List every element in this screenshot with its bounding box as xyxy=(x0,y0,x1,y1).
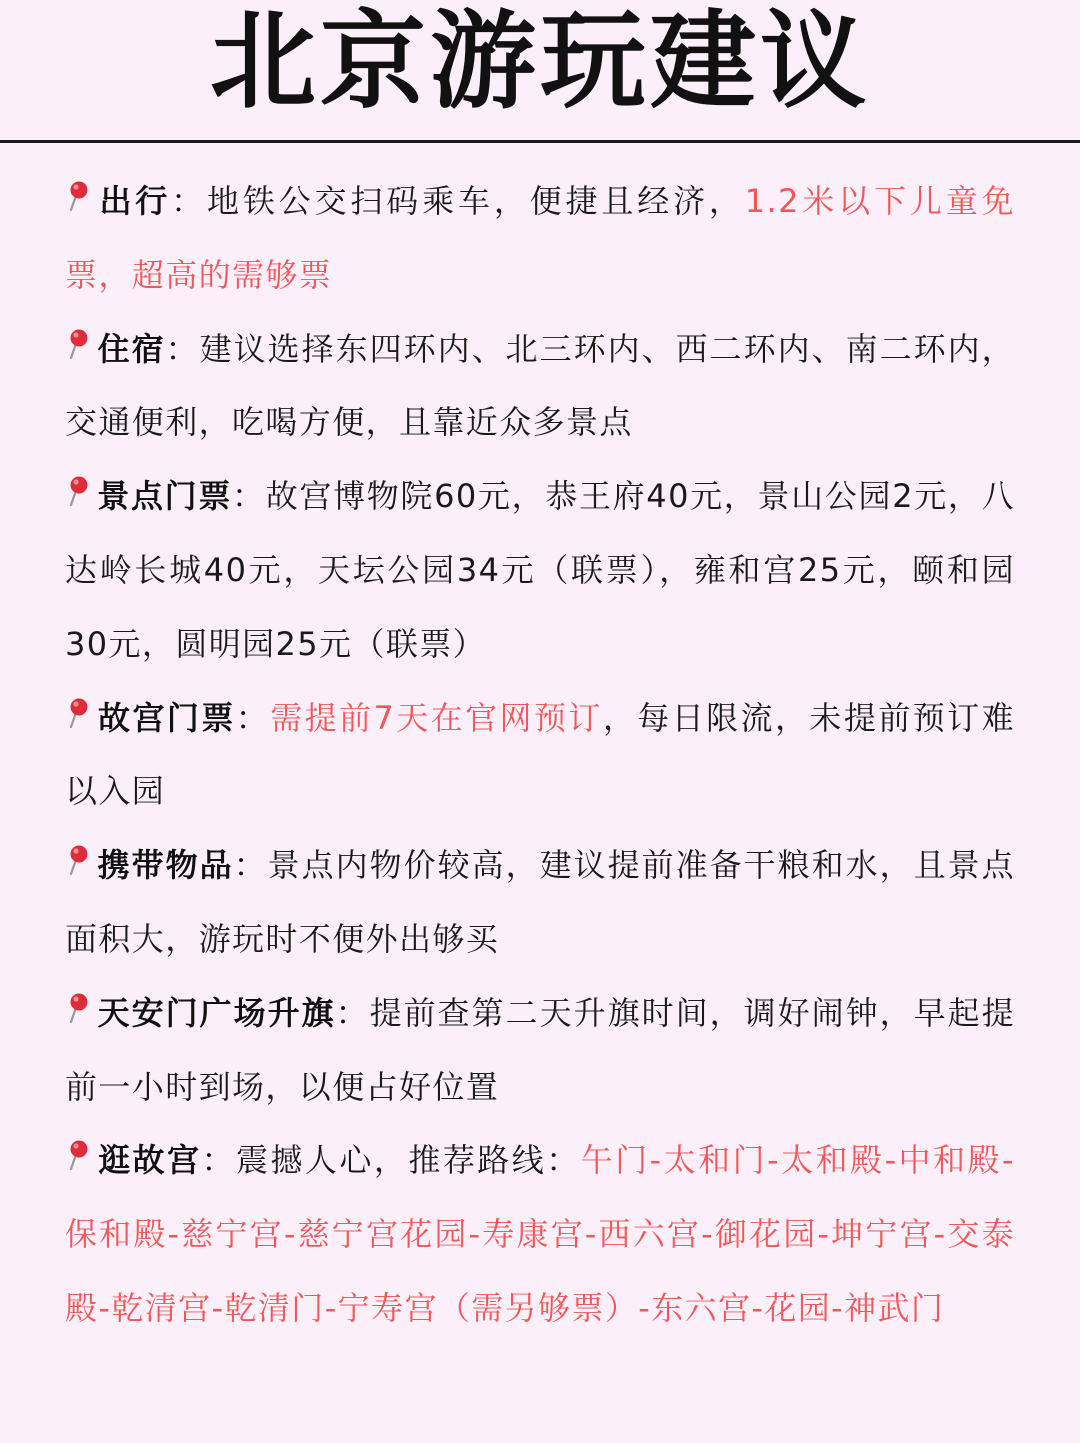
pin-icon xyxy=(65,328,91,364)
tip-text: 景点内物价较高，建议提前准备干粮和水，且景点面积大，游玩时不便外出够买 xyxy=(65,846,1015,958)
tip-label: 出行 xyxy=(97,182,172,220)
pin-icon xyxy=(65,844,91,880)
pin-icon xyxy=(65,475,91,511)
tip-label: 故宫门票 xyxy=(97,698,236,737)
tip-highlight: 午门-太和门-太和殿-中和殿-保和殿-慈宁宫-慈宁宫花园-寿康宫-西六宫-御花园-坤宁宫-交泰殿-乾清宫-乾清门-宁寿宫（需另够票）-东六宫-花园-神武门 xyxy=(65,1141,1015,1327)
tip-label: 景点门票 xyxy=(97,477,233,516)
tip-colon: ： xyxy=(201,1141,236,1180)
tip-label: 天安门广场升旗 xyxy=(97,993,336,1032)
tip-colon: ： xyxy=(233,846,268,885)
tip-label: 住宿 xyxy=(97,329,166,368)
tip-item-flag-raising xyxy=(65,977,1015,1125)
tip-text: 地铁公交扫码乘车，便捷且经济， xyxy=(207,182,745,220)
tip-text: 提前查第二天升旗时间，调好闹钟，早起提前一小时到场，以便占好位置 xyxy=(65,993,1015,1106)
tips-list xyxy=(65,165,1015,1346)
tip-text: 建议选择东四环内、北三环内、西二环内、南二环内，交通便利，吃喝方便，且靠近众多景点 xyxy=(65,329,1015,442)
pin-icon xyxy=(65,697,91,733)
tip-highlight: 需提前7天在官网预订 xyxy=(270,698,603,737)
tip-colon: ： xyxy=(171,182,208,220)
tip-highlight: 1.2米以下儿童免票，超高的需够票 xyxy=(65,182,1015,294)
tip-colon: ： xyxy=(165,329,200,368)
pin-icon xyxy=(65,1139,91,1175)
tip-colon: ： xyxy=(335,993,370,1032)
tip-text: ，每日限流，未提前预订难以入园 xyxy=(65,698,1015,811)
page-title: 北京游玩建议 xyxy=(210,0,870,123)
tip-item-palace-route xyxy=(65,1124,1015,1345)
tip-text: 震撼人心，推荐路线： xyxy=(235,1141,581,1180)
tip-item-belongings xyxy=(65,829,1015,977)
tip-label: 携带物品 xyxy=(97,846,234,885)
tip-item-tickets xyxy=(65,460,1015,681)
tip-item-lodging xyxy=(65,313,1015,461)
tip-item-transport xyxy=(65,165,1015,313)
tip-text: 故宫博物院60元，恭王府40元，景山公园2元，八达岭长城40元，天坛公园34元（联票），雍和宫25元，颐和园30元，圆明园25元（联票） xyxy=(65,477,1015,663)
pin-icon xyxy=(65,180,91,216)
tip-colon: ： xyxy=(232,477,266,516)
tip-colon: ： xyxy=(235,698,271,737)
pin-icon xyxy=(65,992,91,1028)
header xyxy=(0,0,1080,143)
tip-label: 逛故宫 xyxy=(97,1141,202,1180)
tip-item-palace-tickets xyxy=(65,682,1015,830)
